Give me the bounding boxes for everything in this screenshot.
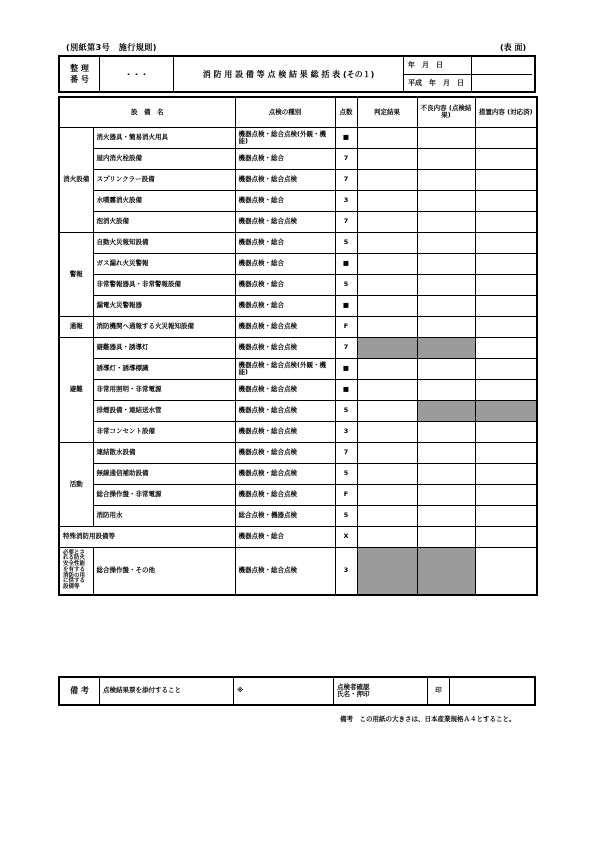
result-cell[interactable] bbox=[357, 211, 417, 232]
inspection-kind: 機器点検・総合点検 bbox=[235, 484, 335, 505]
result-cell[interactable] bbox=[357, 190, 417, 211]
table-row bbox=[59, 211, 537, 232]
point-count: ■ bbox=[335, 379, 357, 400]
equipment-name: 総合操作盤・非常電源 bbox=[93, 484, 235, 505]
equipment-name: 誘導灯・誘導標識 bbox=[93, 358, 235, 379]
col-defect: 不良内容 (点検結果) bbox=[417, 97, 475, 127]
defect-cell[interactable] bbox=[417, 274, 475, 295]
point-count: 7 bbox=[335, 169, 357, 190]
inspection-kind: 機器点検・総合点検 bbox=[235, 211, 335, 232]
result-cell[interactable] bbox=[357, 232, 417, 253]
table-row bbox=[59, 526, 537, 547]
inspection-kind: 機器点検・総合点検 bbox=[235, 169, 335, 190]
result-cell[interactable] bbox=[357, 505, 417, 526]
inspection-kind: 機器点検・総合点検 bbox=[235, 547, 335, 595]
remarks-desc: 点検結果票を添付すること bbox=[100, 678, 234, 704]
table-row bbox=[59, 127, 537, 148]
inspection-kind: 機器点検・総合点検(外観・機能) bbox=[235, 127, 335, 148]
table-row bbox=[59, 442, 537, 463]
table-row bbox=[59, 232, 537, 253]
signature-blank[interactable] bbox=[450, 678, 534, 704]
point-count: 5 bbox=[335, 232, 357, 253]
performance-label: 必要とされる防火安全性能を有する消防の用に供する設備等 bbox=[59, 547, 93, 595]
date-cell bbox=[404, 57, 532, 91]
group-label: 警報 bbox=[59, 232, 93, 316]
seal-mark: 印 bbox=[428, 678, 450, 704]
result-cell[interactable] bbox=[357, 484, 417, 505]
defect-cell[interactable] bbox=[417, 421, 475, 442]
table-row bbox=[59, 421, 537, 442]
point-count: 5 bbox=[335, 505, 357, 526]
result-cell bbox=[357, 547, 417, 595]
table-row bbox=[59, 274, 537, 295]
action-cell[interactable] bbox=[475, 295, 537, 316]
inspection-kind: 機器点検・総合 bbox=[235, 526, 335, 547]
defect-cell[interactable] bbox=[417, 316, 475, 337]
equipment-name: 自動火災報知設備 bbox=[93, 232, 235, 253]
table-row bbox=[59, 484, 537, 505]
equipment-name: 避難器具・誘導灯 bbox=[93, 337, 235, 358]
defect-cell[interactable] bbox=[417, 127, 475, 148]
action-cell[interactable] bbox=[475, 148, 537, 169]
group-label: 活動 bbox=[59, 442, 93, 526]
result-cell[interactable] bbox=[357, 274, 417, 295]
equipment-name: 非常コンセント設備 bbox=[93, 421, 235, 442]
col-kind: 点検の種別 bbox=[235, 97, 335, 127]
inspection-kind: 機器点検・総合 bbox=[235, 274, 335, 295]
defect-cell[interactable] bbox=[417, 505, 475, 526]
defect-cell[interactable] bbox=[417, 190, 475, 211]
inspection-kind: 機器点検・総合点検 bbox=[235, 337, 335, 358]
col-equipment: 設 備 名 bbox=[59, 97, 235, 127]
defect-cell bbox=[417, 547, 475, 595]
signature-cell bbox=[334, 678, 428, 704]
inspection-kind: 機器点検・総合点検 bbox=[235, 400, 335, 421]
point-count: ■ bbox=[335, 253, 357, 274]
result-cell[interactable] bbox=[357, 253, 417, 274]
table-row bbox=[59, 358, 537, 379]
table-row bbox=[59, 148, 537, 169]
equipment-name: 消防機関へ通報する火災報知設備 bbox=[93, 316, 235, 337]
point-count: ■ bbox=[335, 295, 357, 316]
point-count: ■ bbox=[335, 127, 357, 148]
result-cell bbox=[357, 337, 417, 358]
point-count: 5 bbox=[335, 400, 357, 421]
action-cell[interactable] bbox=[475, 421, 537, 442]
table-row bbox=[59, 169, 537, 190]
inspection-kind: 機器点検・総合点検(外観・機能) bbox=[235, 358, 335, 379]
point-count: 7 bbox=[335, 337, 357, 358]
col-result: 判定結果 bbox=[357, 97, 417, 127]
table-header-row bbox=[59, 97, 537, 127]
point-count: 3 bbox=[335, 421, 357, 442]
defect-cell[interactable] bbox=[417, 148, 475, 169]
defect-cell bbox=[417, 400, 475, 421]
table-row bbox=[59, 463, 537, 484]
group-label: 消火設備 bbox=[59, 127, 93, 232]
equipment-name: 非常用照明・非常電源 bbox=[93, 379, 235, 400]
action-cell[interactable] bbox=[475, 253, 537, 274]
action-cell[interactable] bbox=[475, 484, 537, 505]
point-count: 7 bbox=[335, 148, 357, 169]
title-box bbox=[58, 55, 536, 93]
point-count: F bbox=[335, 316, 357, 337]
point-count: ■ bbox=[335, 358, 357, 379]
defect-cell[interactable] bbox=[417, 169, 475, 190]
equipment-name: 無線通信補助設備 bbox=[93, 463, 235, 484]
inspection-summary-table bbox=[58, 96, 538, 596]
point-count: 5 bbox=[335, 274, 357, 295]
action-cell bbox=[475, 400, 537, 421]
action-cell[interactable] bbox=[475, 547, 537, 595]
action-cell[interactable] bbox=[475, 127, 537, 148]
inspection-kind: 機器点検・総合点検 bbox=[235, 442, 335, 463]
action-cell[interactable] bbox=[475, 316, 537, 337]
result-cell[interactable] bbox=[357, 148, 417, 169]
inspection-kind: 機器点検・総合点検 bbox=[235, 421, 335, 442]
remarks-box bbox=[58, 676, 536, 706]
form-code: (別紙第3号 施行規則) bbox=[66, 43, 157, 52]
equipment-name: 消防用水 bbox=[93, 505, 235, 526]
inspection-kind: 機器点検・総合点検 bbox=[235, 379, 335, 400]
table-row bbox=[59, 253, 537, 274]
table-row bbox=[59, 379, 537, 400]
point-count: F bbox=[335, 484, 357, 505]
id-dots: ・・・ bbox=[100, 57, 174, 91]
point-count: 3 bbox=[335, 547, 357, 595]
table-row bbox=[59, 337, 537, 358]
point-count: X bbox=[335, 526, 357, 547]
result-cell[interactable] bbox=[357, 169, 417, 190]
action-cell[interactable] bbox=[475, 169, 537, 190]
action-cell[interactable] bbox=[475, 379, 537, 400]
remarks-mark: ※ bbox=[234, 678, 334, 704]
equipment-name: 特殊消防用設備等 bbox=[59, 526, 235, 547]
sig-label: 点検者確認 bbox=[337, 682, 370, 691]
table-row bbox=[59, 316, 537, 337]
action-cell[interactable] bbox=[475, 463, 537, 484]
action-cell[interactable] bbox=[475, 358, 537, 379]
id-label: 整 理 bbox=[70, 64, 89, 73]
table-row bbox=[59, 400, 537, 421]
result-cell[interactable] bbox=[357, 442, 417, 463]
date-value: 平成 年 月 日 bbox=[408, 79, 464, 87]
defect-cell[interactable] bbox=[417, 484, 475, 505]
result-cell[interactable] bbox=[357, 463, 417, 484]
inspection-kind: 機器点検・総合 bbox=[235, 253, 335, 274]
table-row bbox=[59, 547, 537, 595]
defect-cell[interactable] bbox=[417, 211, 475, 232]
point-count: 3 bbox=[335, 190, 357, 211]
result-cell[interactable] bbox=[357, 295, 417, 316]
form-title: 消 防 用 設 備 等 点 検 結 果 総 括 表 (その１) bbox=[174, 57, 404, 91]
id-cell bbox=[60, 57, 100, 91]
inspection-kind: 総合点検・機器点検 bbox=[235, 505, 335, 526]
equipment-name: 泡消火設備 bbox=[93, 211, 235, 232]
defect-cell[interactable] bbox=[417, 232, 475, 253]
col-num: 点数 bbox=[335, 97, 357, 127]
inspection-kind: 機器点検・総合 bbox=[235, 295, 335, 316]
action-cell[interactable] bbox=[475, 505, 537, 526]
action-cell[interactable] bbox=[475, 442, 537, 463]
date-label: 年 月 日 bbox=[408, 61, 443, 69]
equipment-name: 非常警報器具・非常警報設備 bbox=[93, 274, 235, 295]
action-cell[interactable] bbox=[475, 232, 537, 253]
table-row bbox=[59, 190, 537, 211]
col-action: 措置内容 (対応済) bbox=[475, 97, 537, 127]
action-cell[interactable] bbox=[475, 526, 537, 547]
inspection-kind: 機器点検・総合点検 bbox=[235, 316, 335, 337]
defect-cell[interactable] bbox=[417, 463, 475, 484]
defect-cell[interactable] bbox=[417, 526, 475, 547]
action-cell[interactable] bbox=[475, 211, 537, 232]
table-row bbox=[59, 505, 537, 526]
point-count: 7 bbox=[335, 211, 357, 232]
defect-cell[interactable] bbox=[417, 358, 475, 379]
equipment-name: 消火器具・簡易消火用具 bbox=[93, 127, 235, 148]
equipment-name: 漏電火災警報器 bbox=[93, 295, 235, 316]
group-label: 通報 bbox=[59, 316, 93, 337]
equipment-name: 総合操作盤・その他 bbox=[93, 547, 235, 595]
defect-cell[interactable] bbox=[417, 442, 475, 463]
table-row bbox=[59, 295, 537, 316]
page-label: (表 面) bbox=[500, 43, 527, 52]
result-cell[interactable] bbox=[357, 400, 417, 421]
equipment-name: ガス漏れ火災警報 bbox=[93, 253, 235, 274]
inspection-kind: 機器点検・総合 bbox=[235, 148, 335, 169]
point-count: 5 bbox=[335, 463, 357, 484]
remarks-label: 備 考 bbox=[60, 678, 100, 704]
defect-cell[interactable] bbox=[417, 295, 475, 316]
point-count: 7 bbox=[335, 442, 357, 463]
defect-cell[interactable] bbox=[417, 253, 475, 274]
equipment-name: 排煙設備・連結送水管 bbox=[93, 400, 235, 421]
defect-cell bbox=[417, 337, 475, 358]
inspection-kind: 機器点検・総合 bbox=[235, 232, 335, 253]
equipment-name: 水噴霧消火設備 bbox=[93, 190, 235, 211]
sig-sub: 氏名・押印 bbox=[337, 690, 370, 698]
result-cell[interactable] bbox=[357, 316, 417, 337]
id-sub: 番 号 bbox=[70, 75, 89, 84]
result-cell[interactable] bbox=[357, 379, 417, 400]
action-cell[interactable] bbox=[475, 190, 537, 211]
equipment-name: 連結散水設備 bbox=[93, 442, 235, 463]
result-cell[interactable] bbox=[357, 358, 417, 379]
group-label: 避難 bbox=[59, 337, 93, 442]
inspection-kind: 機器点検・総合 bbox=[235, 190, 335, 211]
footer-note: 備考 この用紙の大きさは、日本産業規格Ａ４とすること。 bbox=[340, 715, 516, 723]
action-cell[interactable] bbox=[475, 337, 537, 358]
defect-cell[interactable] bbox=[417, 379, 475, 400]
result-cell[interactable] bbox=[357, 421, 417, 442]
result-cell[interactable] bbox=[357, 127, 417, 148]
action-cell[interactable] bbox=[475, 274, 537, 295]
equipment-name: スプリンクラー設備 bbox=[93, 169, 235, 190]
inspection-kind: 機器点検・総合点検 bbox=[235, 463, 335, 484]
equipment-name: 屋内消火栓設備 bbox=[93, 148, 235, 169]
result-cell[interactable] bbox=[357, 526, 417, 547]
